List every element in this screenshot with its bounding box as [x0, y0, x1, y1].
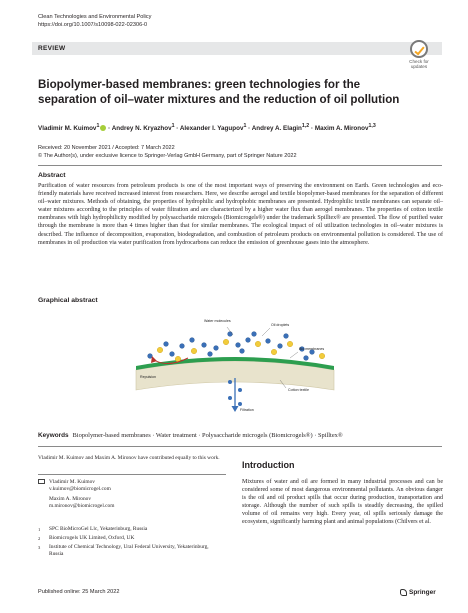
label-oil-droplets: Oil droplets	[271, 323, 290, 327]
copyright-line: © The Author(s), under exclusive licence to Springer-Verlag GmbH Germany, part of Springer Nature 2022	[38, 153, 297, 159]
label-cotton-textile: Cotton textile	[288, 388, 309, 392]
divider	[38, 165, 442, 166]
oil-droplet	[319, 353, 325, 359]
publisher-name: Springer	[409, 589, 436, 596]
filtered-water-molecule	[238, 402, 242, 406]
corr-name: Vladimir M. Kuimov	[49, 479, 95, 485]
affiliation-number: 1	[38, 527, 41, 532]
abstract-heading: Abstract	[38, 172, 66, 179]
label-leader	[262, 328, 270, 336]
water-molecule	[278, 344, 283, 349]
orcid-icon[interactable]	[100, 125, 106, 131]
publisher-logo	[400, 589, 436, 596]
author-list: Vladimir M. Kuimov$^1$ · Andrey N. Kryazhov$^1$ · Alexander I. Yagupov$^1$ · Andrey A. Elagin$^{1,2}$ · Maxim A. Mironov$^{1,3}$	[38, 123, 376, 133]
water-molecule	[190, 338, 195, 343]
water-molecule	[180, 344, 185, 349]
filtered-water-molecule	[228, 380, 232, 384]
author-affil: 1	[171, 123, 175, 129]
water-molecule	[266, 339, 271, 344]
filtered-water-molecule	[228, 396, 232, 400]
abstract-text: Purification of water resources from petroleum products is one of the most important ways of preserving the environment on Earth. Green technologies and eco-friendly materials have received increased interest from researchers. Here, we describe aerogel and textile biopolymer-based membranes for the separation of different oil–water mixtures. Methods of obtaining, the properties of hydrophilic and hydrophobic membranes are presented. Hydrophilic textile membranes can separate oil–water mixtures according to the principles of water filtration and are characterized by a higher water flux than aerogel membranes. The properties of cotton textile membranes with high hydrophilicity modified by polysaccharide microgels (Biomicrogels®) under the trademark Spilltex® are presented. The flow of purified water through the membrane is more than 4 times higher than that for similar membranes. The ecological impact of oil utilization technologies in oil–water mixtures is described. The influence of decomposition, evaporation, biodegradation, and combustion of petroleum products on environmental pollution is considered. The use of membranes in oil production via water purification from hydrocarbons can reduce the emission of greenhouse gases into the atmosphere.	[38, 183, 443, 246]
affiliation-text: Institute of Chemical Technology, Ural Federal University, Yekaterinburg, Russia	[49, 544, 209, 557]
filtration-arrowhead	[232, 406, 239, 412]
oil-droplet	[223, 339, 229, 345]
corr-name: Maxim A. Mironov	[49, 496, 92, 502]
water-molecule	[252, 332, 257, 337]
check-updates-icon	[410, 40, 428, 58]
affiliation-text: SPC BioMicroGel Llc, Yekaterinburg, Russia	[49, 526, 148, 532]
section-label: REVIEW	[38, 44, 66, 52]
water-molecule	[148, 354, 153, 359]
affiliation-item	[38, 535, 228, 542]
doi-link[interactable]: https://doi.org/10.1007/s10098-022-02306-0	[38, 22, 148, 28]
springer-horse-icon	[400, 589, 407, 596]
author-name[interactable]: Alexander I. Yagupov	[179, 125, 244, 133]
divider	[38, 446, 442, 447]
membrane-diagram	[130, 318, 340, 418]
received-dates: Received: 20 November 2021 / Accepted: 7 March 2022	[38, 145, 175, 151]
water-molecule	[202, 343, 207, 348]
affiliation-item	[38, 526, 228, 533]
corresponding-authors	[38, 479, 114, 510]
label-leader	[290, 352, 298, 358]
water-molecule	[214, 346, 219, 351]
water-molecule	[246, 338, 251, 343]
author-name[interactable]: Vladimir M. Kuimov	[38, 125, 97, 133]
keywords-list: Biopolymer-based membranes · Water treatment · Polysaccharide microgels (Biomicrogels®) · Spilltex®	[72, 432, 343, 439]
water-molecule	[170, 352, 175, 357]
label-water-molecules: Water molecules	[204, 319, 231, 323]
water-molecule	[240, 349, 245, 354]
published-date: Published online: 25 March 2022	[38, 589, 120, 595]
author-affil: 1,2	[301, 123, 310, 129]
author-affil: 1	[243, 123, 247, 129]
water-molecule	[208, 352, 213, 357]
footnote-divider	[38, 474, 226, 475]
label-filtration: Filtration	[240, 408, 254, 412]
author-name[interactable]: Andrey N. Kryazhov	[111, 125, 172, 133]
envelope-icon	[38, 479, 45, 484]
label-bio-membranes: Bio membranes	[299, 347, 325, 351]
oil-droplet	[287, 341, 293, 347]
journal-name: Clean Technologies and Environmental Policy	[38, 14, 152, 20]
author-name[interactable]: Maxim A. Mironov	[314, 125, 369, 133]
oil-droplet	[157, 347, 163, 353]
water-molecule	[304, 356, 309, 361]
keywords	[38, 432, 443, 439]
oil-droplet	[191, 348, 197, 354]
article-title: Biopolymer-based membranes: green technologies for the separation of oil–water mixtures and the reduction of oil pollution	[38, 78, 400, 106]
introduction-heading: Introduction	[242, 460, 295, 470]
affiliation-number: 3	[38, 545, 41, 550]
contribution-note: Vladimir M. Kuimov and Maxim A. Mironov have contributed equally to this work.	[38, 455, 220, 461]
affiliation-item	[38, 544, 228, 558]
author-name[interactable]: Andrey A. Elagin	[251, 125, 302, 133]
keywords-label: Keywords	[38, 432, 69, 439]
affiliations	[38, 526, 228, 560]
water-molecule	[228, 332, 233, 337]
corr-email[interactable]: m.mironov@biomicrogel.com	[49, 503, 115, 509]
oil-droplet	[271, 349, 277, 355]
filtered-water-molecule	[238, 388, 242, 392]
author-affil: 1,3	[368, 123, 376, 129]
oil-droplet	[255, 341, 261, 347]
water-molecule	[164, 342, 169, 347]
water-molecule	[284, 334, 289, 339]
graphical-abstract-heading: Graphical abstract	[38, 297, 98, 304]
affiliation-text: Biomicrogels UK Limited, Oxford, UK	[49, 535, 135, 541]
author-affil: 1	[96, 123, 100, 129]
water-molecule	[236, 343, 241, 348]
label-repulsion: Repulsion	[140, 375, 156, 379]
check-updates-badge[interactable]	[406, 40, 432, 69]
repulsion-arrowhead	[151, 356, 157, 363]
section-bar	[32, 42, 442, 55]
introduction-text: Mixtures of water and oil are formed in many industrial processes and can be considered some of most dangerous environmental pollutants. An obvious danger is the oil and oil product spills that occur during production, transportation and storage. Although the number of such spills is steadily decreasing, the spilled volume of oil remains very high. Every year, oil spills seriously damage the ecosystem, significantly harming plant and animal populations (Chilvers et al.	[242, 479, 443, 526]
check-updates-label: Check for updates	[409, 59, 429, 69]
affiliation-number: 2	[38, 536, 41, 541]
graphical-abstract-figure	[130, 318, 340, 418]
corr-email[interactable]: v.kuimov@biomicrogel.com	[49, 486, 111, 492]
